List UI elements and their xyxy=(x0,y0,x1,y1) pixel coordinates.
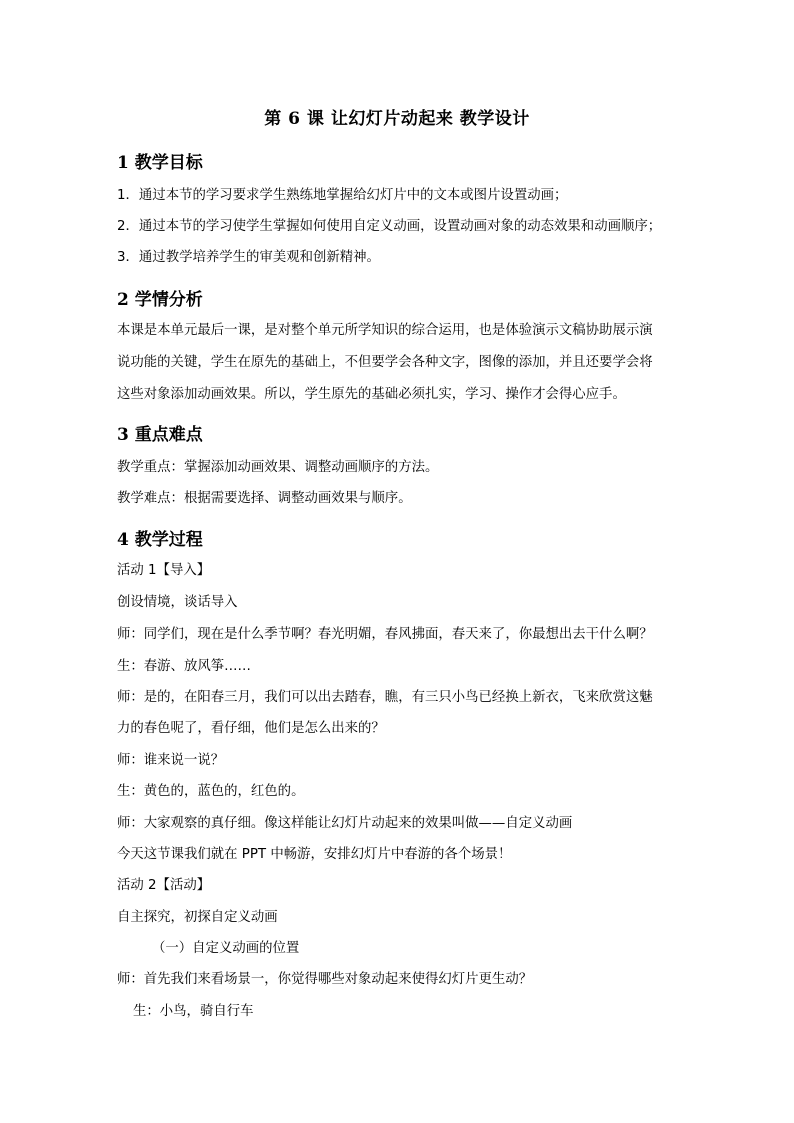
process-subheading: （一）自定义动画的位置 xyxy=(152,941,300,956)
process-line: 生：春游、放风筝…… xyxy=(117,659,251,674)
process-line: 生：黄色的，蓝色的，红色的。 xyxy=(117,784,305,799)
key-point-line: 教学重点：掌握添加动画效果、调整动画顺序的方法。 xyxy=(117,460,439,475)
analysis-line: 本课是本单元最后一课，是对整个单元所学知识的综合运用，也是体验演示文稿协助展示演 xyxy=(117,323,653,338)
section-heading-process: 4 教学过程 xyxy=(117,530,203,550)
process-line: 今天这节课我们就在 PPT 中畅游，安排幻灯片中春游的各个场景！ xyxy=(117,847,512,862)
analysis-line: 这些对象添加动画效果。所以，学生原先的基础必须扎实，学习、操作才会得心应手。 xyxy=(117,387,626,402)
process-line: 师：是的，在阳春三月，我们可以出去踏春，瞧，有三只小鸟已经换上新衣，飞来欣赏这魅 xyxy=(117,690,653,705)
key-point-line: 教学难点：根据需要选择、调整动画效果与顺序。 xyxy=(117,491,412,506)
process-line: 师：首先我们来看场景一，你觉得哪些对象动起来使得幻灯片更生动？ xyxy=(117,972,533,987)
objective-item: 1．通过本节的学习要求学生熟练地掌握给幻灯片中的文本或图片设置动画； xyxy=(117,188,568,203)
document-title: 第 6 课 让幻灯片动起来 教学设计 xyxy=(264,109,530,129)
process-line: 自主探究，初探自定义动画 xyxy=(117,910,278,925)
section-heading-key-points: 3 重点难点 xyxy=(117,425,203,445)
section-heading-objectives: 1 教学目标 xyxy=(117,153,203,173)
process-line: 师：谁来说一说？ xyxy=(117,753,225,768)
process-line: 生：小鸟，骑自行车 xyxy=(133,1004,254,1019)
process-line: 活动 1【导入】 xyxy=(117,563,211,578)
process-line: 师：大家观察的真仔细。像这样能让幻灯片动起来的效果叫做——自定义动画 xyxy=(117,816,573,831)
process-line: 师：同学们，现在是什么季节啊？春光明媚，春风拂面，春天来了，你最想出去干什么啊？ xyxy=(117,627,653,642)
section-heading-analysis: 2 学情分析 xyxy=(117,290,203,310)
objective-item: 3．通过教学培养学生的审美观和创新精神。 xyxy=(117,250,380,265)
objective-item: 2．通过本节的学习使学生掌握如何使用自定义动画，设置动画对象的动态效果和动画顺序； xyxy=(117,219,662,234)
process-line: 创设情境，谈话导入 xyxy=(117,595,238,610)
process-line: 力的春色呢了，看仔细，他们是怎么出来的？ xyxy=(117,721,385,736)
process-line: 活动 2【活动】 xyxy=(117,878,211,893)
analysis-line: 说功能的关键，学生在原先的基础上，不但要学会各种文字，图像的添加，并且还要学会将 xyxy=(117,355,653,370)
